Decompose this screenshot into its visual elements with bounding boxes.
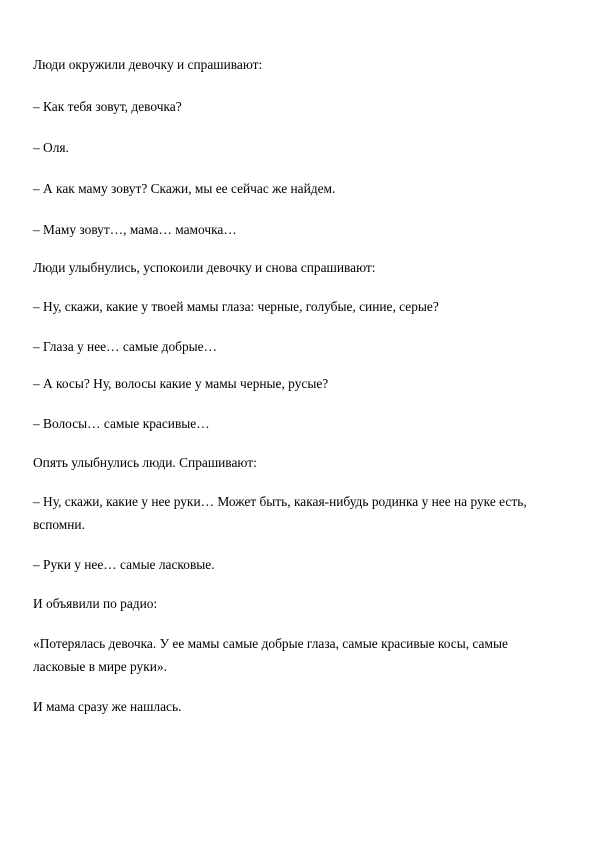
paragraph — [33, 592, 563, 615]
paragraph — [33, 632, 563, 678]
paragraph — [33, 256, 563, 279]
text-line: «Потерялась девочка. У ее мамы самые добрые глаза, самые красивые косы, самые — [33, 636, 508, 651]
paragraph — [33, 53, 563, 76]
text-line: – Глаза у нее… самые добрые… — [33, 339, 217, 354]
paragraph — [33, 695, 563, 718]
text-line: – А как маму зовут? Скажи, мы ее сейчас же найдем. — [33, 181, 336, 196]
text-line: ласковые в мире руки». — [33, 659, 167, 674]
text-line: вспомни. — [33, 517, 85, 532]
paragraph — [33, 295, 563, 318]
text-line: – Маму зовут…, мама… мамочка… — [33, 222, 237, 237]
text-line: – Волосы… самые красивые… — [33, 416, 210, 431]
text-line: Люди улыбнулись, успокоили девочку и снова спрашивают: — [33, 260, 376, 275]
paragraph — [33, 412, 563, 435]
paragraph — [33, 490, 563, 536]
paragraph — [33, 451, 563, 474]
paragraph — [33, 177, 563, 200]
text-line: Люди окружили девочку и спрашивают: — [33, 57, 263, 72]
text-line: – А косы? Ну, волосы какие у мамы черные, русые? — [33, 376, 329, 391]
paragraph — [33, 335, 563, 358]
paragraph — [33, 218, 563, 241]
text-line: Опять улыбнулись люди. Спрашивают: — [33, 455, 257, 470]
paragraph — [33, 95, 563, 118]
text-line: – Руки у нее… самые ласковые. — [33, 557, 215, 572]
text-line: – Оля. — [33, 140, 69, 155]
text-line: – Ну, скажи, какие у твоей мамы глаза: черные, голубые, синие, серые? — [33, 299, 439, 314]
paragraph — [33, 553, 563, 576]
text-line: И объявили по радио: — [33, 596, 158, 611]
text-line: И мама сразу же нашлась. — [33, 699, 182, 714]
paragraph — [33, 136, 563, 159]
text-line: – Ну, скажи, какие у нее руки… Может быть, какая-нибудь родинка у нее на руке есть, — [33, 494, 527, 509]
paragraph — [33, 372, 563, 395]
text-line: – Как тебя зовут, девочка? — [33, 99, 182, 114]
